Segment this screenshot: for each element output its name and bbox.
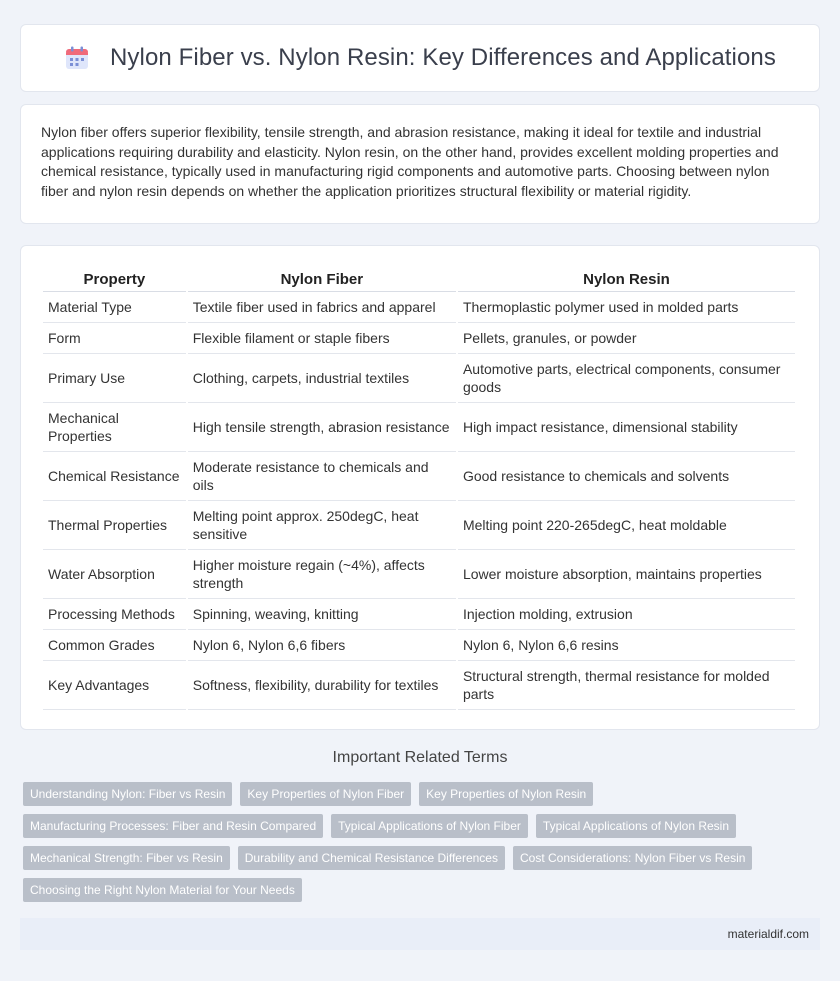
row-property: Thermal Properties [43,501,186,550]
row-fiber-value: Textile fiber used in fabrics and apparel [188,292,456,323]
table-row [43,501,795,550]
row-resin-value: Injection molding, extrusion [458,599,795,630]
related-term-tag[interactable]: Key Properties of Nylon Fiber [240,782,411,806]
row-property: Water Absorption [43,550,186,599]
row-fiber-value: Clothing, carpets, industrial textiles [188,354,456,403]
row-fiber-value: Moderate resistance to chemicals and oils [188,452,456,501]
related-terms-list [23,782,823,910]
row-fiber-value: Flexible filament or staple fibers [188,323,456,354]
table-row [43,323,795,354]
related-term-tag[interactable]: Cost Considerations: Nylon Fiber vs Resin [513,846,752,870]
calendar-icon [64,45,90,71]
related-term-tag[interactable]: Typical Applications of Nylon Resin [536,814,736,838]
row-property: Chemical Resistance [43,452,186,501]
table-row [43,550,795,599]
header-nylon-resin: Nylon Resin [458,266,795,292]
row-fiber-value: Softness, flexibility, durability for textiles [188,661,456,710]
related-term-tag[interactable]: Understanding Nylon: Fiber vs Resin [23,782,232,806]
row-fiber-value: High tensile strength, abrasion resistance [188,403,456,452]
row-resin-value: Good resistance to chemicals and solvents [458,452,795,501]
row-property: Material Type [43,292,186,323]
row-fiber-value: Spinning, weaving, knitting [188,599,456,630]
row-resin-value: High impact resistance, dimensional stability [458,403,795,452]
related-term-tag[interactable]: Manufacturing Processes: Fiber and Resin Compared [23,814,323,838]
row-property: Common Grades [43,630,186,661]
row-resin-value: Lower moisture absorption, maintains properties [458,550,795,599]
table-row [43,630,795,661]
intro-card [20,104,820,224]
row-resin-value: Structural strength, thermal resistance for molded parts [458,661,795,710]
row-property: Mechanical Properties [43,403,186,452]
row-property: Primary Use [43,354,186,403]
header-property: Property [43,266,186,292]
row-property: Form [43,323,186,354]
related-term-tag[interactable]: Mechanical Strength: Fiber vs Resin [23,846,230,870]
related-term-tag[interactable]: Typical Applications of Nylon Fiber [331,814,528,838]
row-property: Key Advantages [43,661,186,710]
row-resin-value: Automotive parts, electrical components, consumer goods [458,354,795,403]
row-resin-value: Melting point 220-265degC, heat moldable [458,501,795,550]
related-term-tag[interactable]: Key Properties of Nylon Resin [419,782,593,806]
intro-paragraph: Nylon fiber offers superior flexibility, tensile strength, and abrasion resistance, making it ideal for textile and industrial applications requiring durability and elasticity. Nylon resin, on the other hand, provides excellent molding properties and chemical resistance, typically used in manufacturing rigid components and automotive parts. Choosing between nylon fiber and nylon resin depends on whether the application prioritizes structural flexibility or material rigidity. [41,124,779,199]
table-row [43,661,795,710]
row-resin-value: Thermoplastic polymer used in molded parts [458,292,795,323]
table-row [43,599,795,630]
table-row [43,292,795,323]
header-card [20,24,820,92]
table-row [43,354,795,403]
related-term-tag[interactable]: Durability and Chemical Resistance Differences [238,846,505,870]
row-resin-value: Pellets, granules, or powder [458,323,795,354]
footer [20,918,820,950]
table-header-row [43,266,795,292]
row-fiber-value: Nylon 6, Nylon 6,6 fibers [188,630,456,661]
table-row [43,403,795,452]
page-title: Nylon Fiber vs. Nylon Resin: Key Differences and Applications [110,44,776,71]
footer-site-link[interactable]: materialdif.com [727,927,809,941]
row-fiber-value: Melting point approx. 250degC, heat sensitive [188,501,456,550]
header-nylon-fiber: Nylon Fiber [188,266,456,292]
row-fiber-value: Higher moisture regain (~4%), affects strength [188,550,456,599]
related-term-tag[interactable]: Choosing the Right Nylon Material for Your Needs [23,878,302,902]
row-property: Processing Methods [43,599,186,630]
comparison-table [41,266,797,710]
comparison-table-card [20,245,820,730]
table-row [43,452,795,501]
row-resin-value: Nylon 6, Nylon 6,6 resins [458,630,795,661]
related-terms-title: Important Related Terms [332,749,508,766]
